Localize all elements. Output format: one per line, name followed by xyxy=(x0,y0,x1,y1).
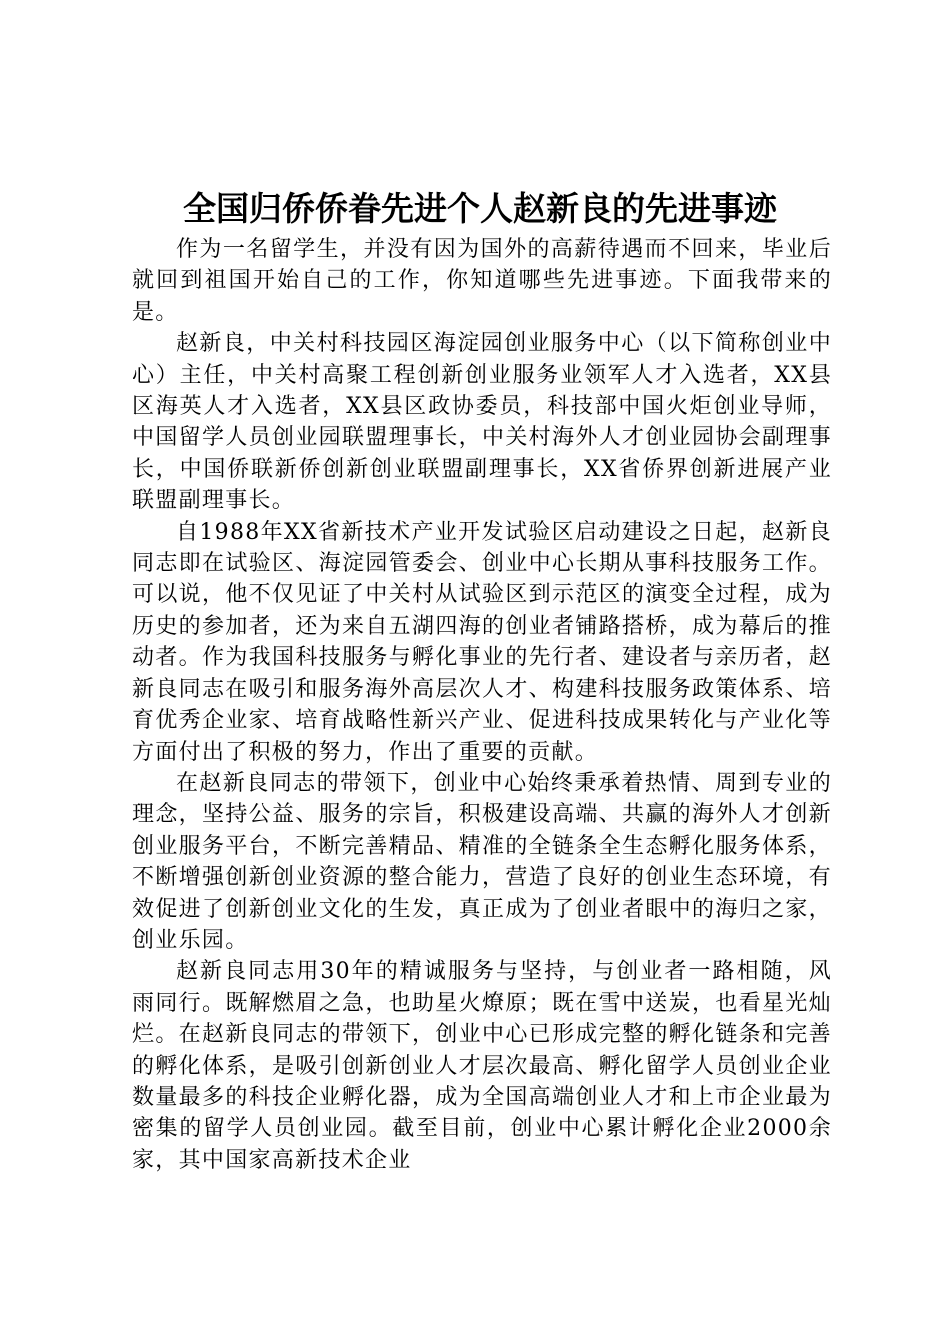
paragraph-leadership: 在赵新良同志的带领下，创业中心始终秉承着热情、周到专业的理念，坚持公益、服务的宗旨，积极建设高端、共赢的海外人才创新创业服务平台，不断完善精品、精准的全链条全生态孵化服务体系，不断增强创新创业资源的整合能力，营造了良好的创业生态环境，有效促进了创新创业文化的生发，真正成为了创业者眼中的海归之家，创业乐园。 xyxy=(132,770,832,953)
paragraph-intro: 作为一名留学生，并没有因为国外的高薪待遇而不回来，毕业后就回到祖国开始自己的工作，你知道哪些先进事迹。下面我带来的是。 xyxy=(132,237,832,325)
paragraph-career: 自1988年XX省新技术产业开发试验区启动建设之日起，赵新良同志即在试验区、海淀园管委会、创业中心长期从事科技服务工作。可以说，他不仅见证了中关村从试验区到示范区的演变全过程，成为历史的参加者，还为来自五湖四海的创业者铺路搭桥，成为幕后的推动者。作为我国科技服务与孵化事业的先行者、建设者与亲历者，赵新良同志在吸引和服务海外高层次人才、构建科技服务政策体系、培育优秀企业家、培育战略性新兴产业、促进科技成果转化与产业化等方面付出了积极的努力，作出了重要的贡献。 xyxy=(132,519,832,765)
document-title: 全国归侨侨眷先进个人赵新良的先进事迹 xyxy=(183,189,777,228)
paragraph-profile: 赵新良，中关村科技园区海淀园创业服务中心（以下简称创业中心）主任，中关村高聚工程创新创业服务业领军人才入选者，XX县区海英人才入选者，XX县区政协委员，科技部中国火炬创业导师，中国留学人员创业园联盟理事长，中关村海外人才创业园协会副理事长，中国侨联新侨创新创业联盟副理事长，XX省侨界创新进展产业联盟副理事长。 xyxy=(132,331,832,514)
paragraph-achievements: 赵新良同志用30年的精诚服务与坚持，与创业者一路相随，风雨同行。既解燃眉之急，也助星火燎原；既在雪中送炭，也看星光灿烂。在赵新良同志的带领下，创业中心已形成完整的孵化链条和完善的孵化体系，是吸引创新创业人才层次最高、孵化留学人员创业企业数量最多的科技企业孵化器，成为全国高端创业人才和上市企业最为密集的留学人员创业园。截至目前，创业中心累计孵化企业2000余家，其中国家高新技术企业 xyxy=(132,959,832,1173)
document-body xyxy=(132,234,832,1176)
